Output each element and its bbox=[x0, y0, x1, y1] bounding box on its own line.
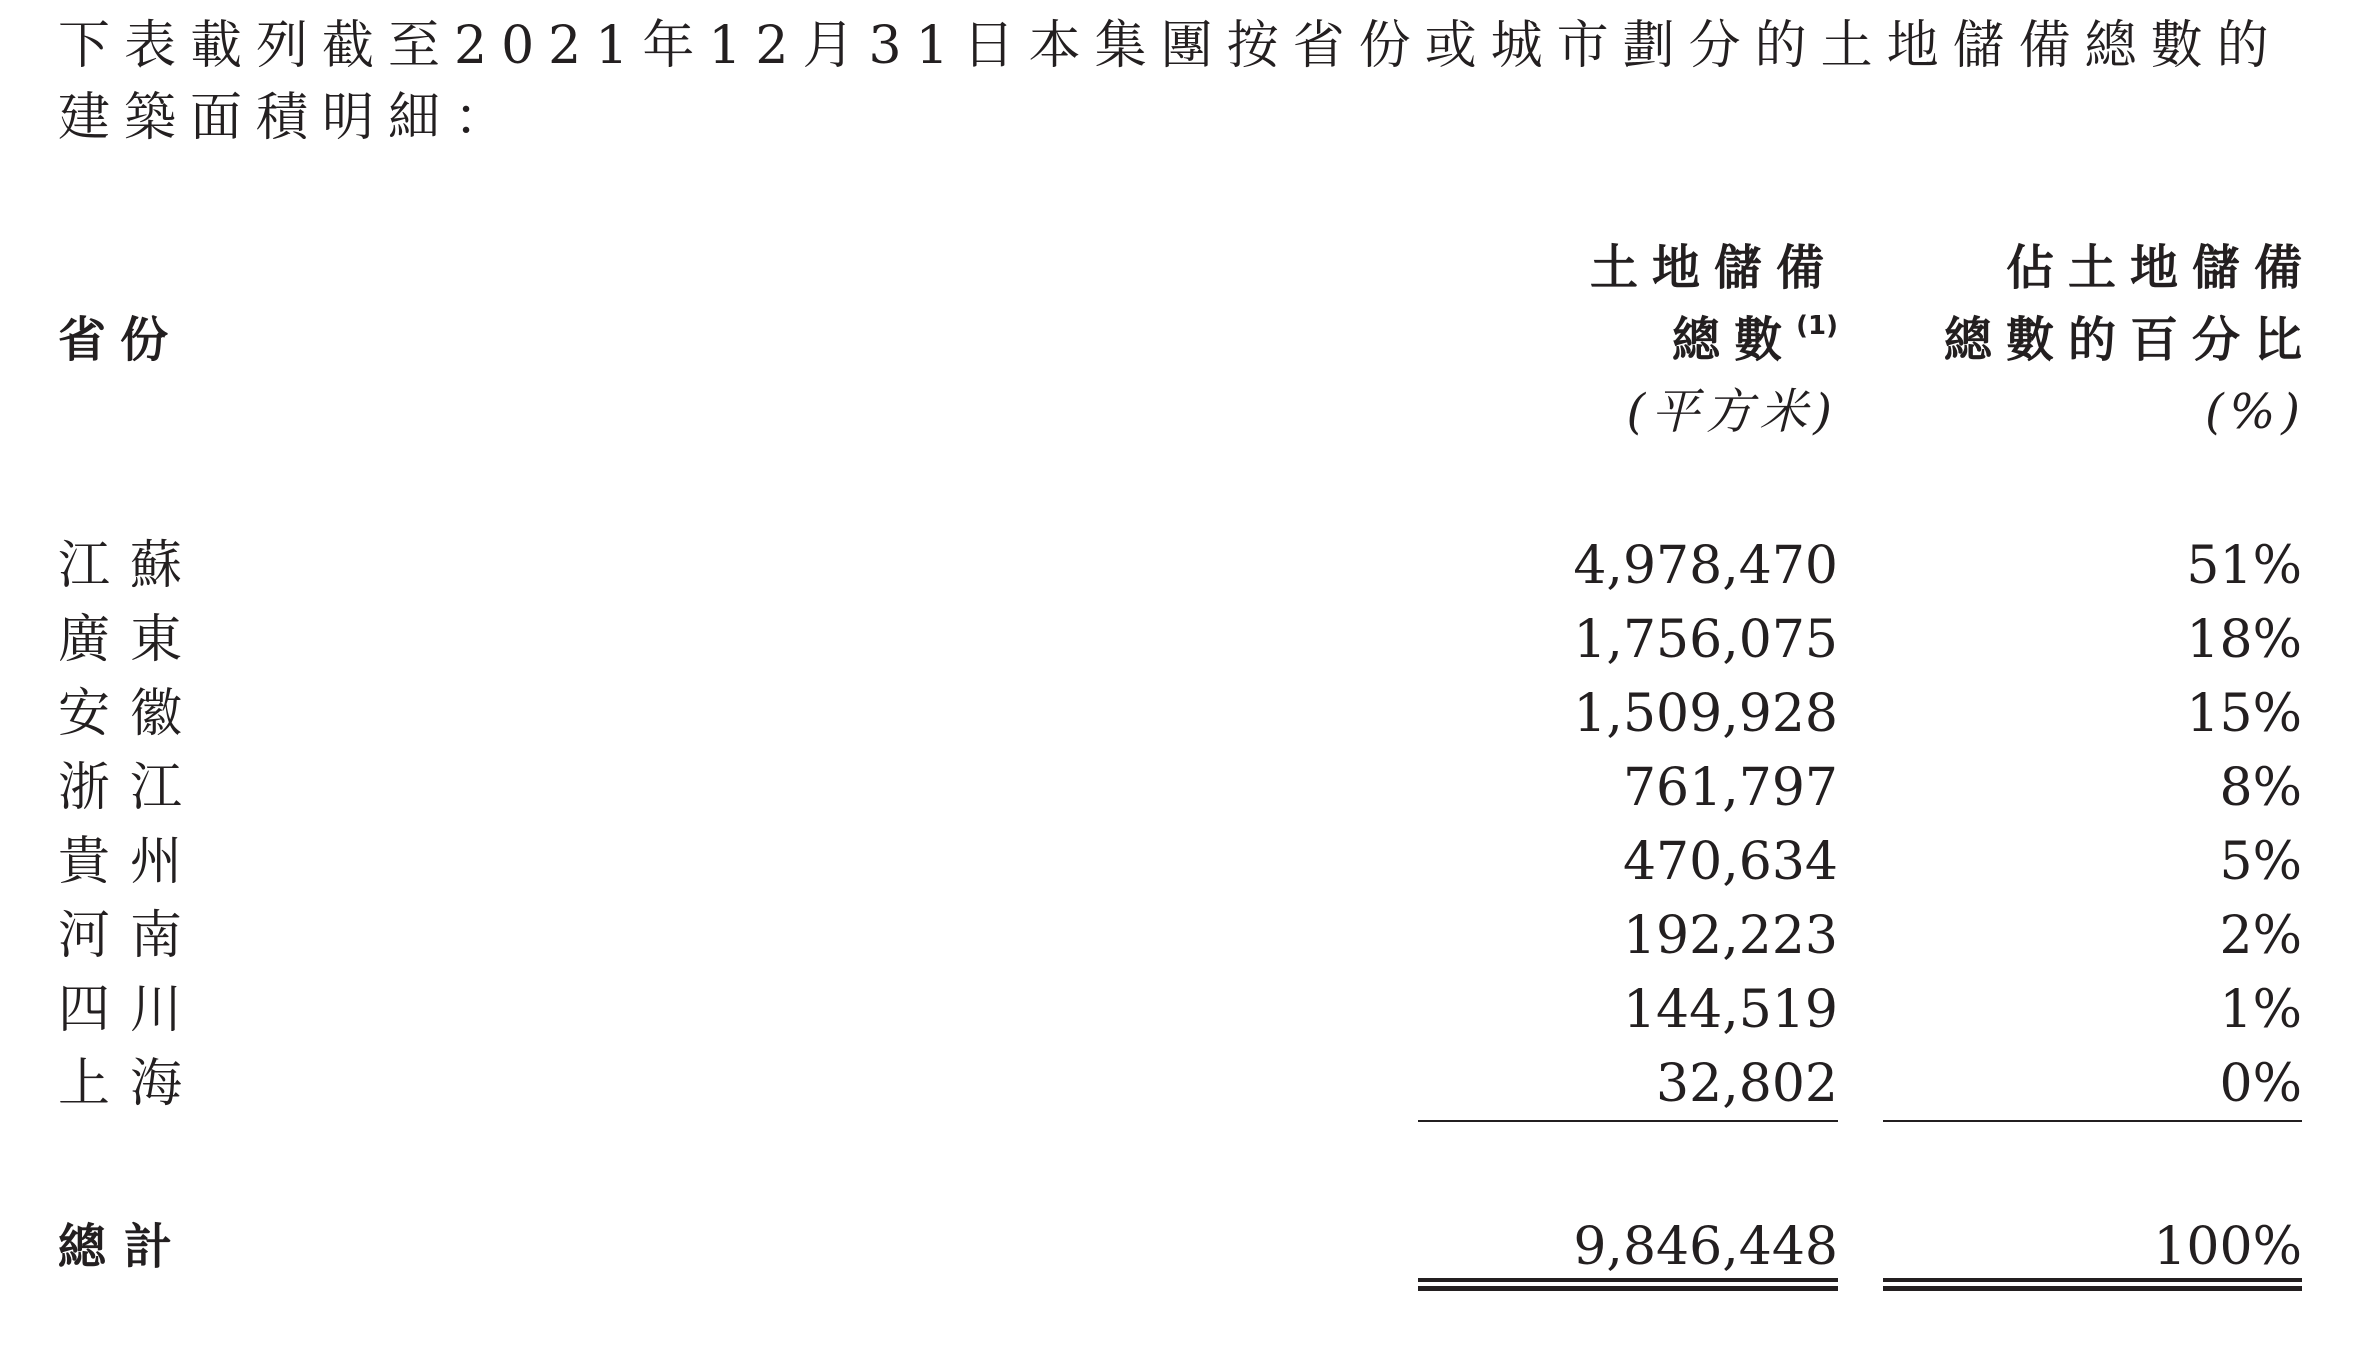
pct-cell: 18% bbox=[2186, 610, 2302, 670]
total-pct: 100% bbox=[2153, 1217, 2302, 1277]
subtotal-rule-pct bbox=[1883, 1120, 2302, 1122]
province-cell: 浙江 bbox=[58, 758, 203, 818]
pct-cell: 5% bbox=[2219, 832, 2302, 892]
gfa-cell: 32,802 bbox=[1656, 1054, 1838, 1114]
pct-cell: 15% bbox=[2186, 684, 2302, 744]
header-land-bank-line2 bbox=[1672, 300, 1838, 380]
intro-text: 下表載列截至2021年12月31日本集團按省份或城市劃分的土地儲備總數的建築面積明細： bbox=[58, 16, 2283, 148]
table-row bbox=[0, 899, 2366, 973]
subtotal-rule-gfa bbox=[1418, 1120, 1838, 1122]
pct-cell: 8% bbox=[2219, 758, 2302, 818]
total-double-rule-pct-top bbox=[1883, 1278, 2302, 1282]
footnote-marker: (1) bbox=[1796, 311, 1838, 341]
pct-cell: 0% bbox=[2219, 1054, 2302, 1114]
province-cell: 上海 bbox=[58, 1054, 203, 1114]
province-cell: 河南 bbox=[58, 906, 203, 966]
pct-cell: 51% bbox=[2186, 536, 2302, 596]
province-cell: 貴州 bbox=[58, 832, 203, 892]
province-cell: 廣東 bbox=[58, 610, 203, 670]
pct-cell: 1% bbox=[2219, 980, 2302, 1040]
pct-cell: 2% bbox=[2219, 906, 2302, 966]
gfa-cell: 4,978,470 bbox=[1573, 536, 1838, 596]
gfa-cell: 1,756,075 bbox=[1573, 610, 1838, 670]
total-row bbox=[0, 1210, 2366, 1284]
province-cell: 安徽 bbox=[58, 684, 203, 744]
total-label: 總計 bbox=[58, 1219, 191, 1275]
table-row bbox=[0, 751, 2366, 825]
province-cell: 四川 bbox=[58, 980, 203, 1040]
province-cell: 江蘇 bbox=[58, 536, 203, 596]
total-double-rule-gfa-top bbox=[1418, 1278, 1838, 1282]
table-row bbox=[0, 529, 2366, 603]
header-land-bank-line1: 土地儲備 bbox=[1589, 240, 1838, 296]
header-pct-line2: 總數的百分比 bbox=[1943, 312, 2316, 368]
table-row bbox=[0, 973, 2366, 1047]
header-pct-line1: 佔土地儲備 bbox=[2005, 240, 2316, 296]
header-land-bank-line2-text: 總數 bbox=[1672, 312, 1797, 368]
gfa-cell: 1,509,928 bbox=[1573, 684, 1838, 744]
gfa-cell: 470,634 bbox=[1622, 832, 1838, 892]
gfa-cell: 192,223 bbox=[1622, 906, 1838, 966]
gfa-cell: 144,519 bbox=[1622, 980, 1838, 1040]
table-row bbox=[0, 825, 2366, 899]
total-double-rule-pct-bottom bbox=[1883, 1286, 2302, 1291]
table-row bbox=[0, 677, 2366, 751]
header-land-bank-unit: (平方米) bbox=[1626, 384, 1838, 440]
table-row bbox=[0, 1047, 2366, 1121]
total-gfa: 9,846,448 bbox=[1573, 1217, 1838, 1277]
table-row bbox=[0, 603, 2366, 677]
gfa-cell: 761,797 bbox=[1622, 758, 1838, 818]
total-double-rule-gfa-bottom bbox=[1418, 1286, 1838, 1291]
header-province: 省份 bbox=[58, 312, 183, 368]
header-pct-unit: (%) bbox=[2204, 384, 2306, 440]
